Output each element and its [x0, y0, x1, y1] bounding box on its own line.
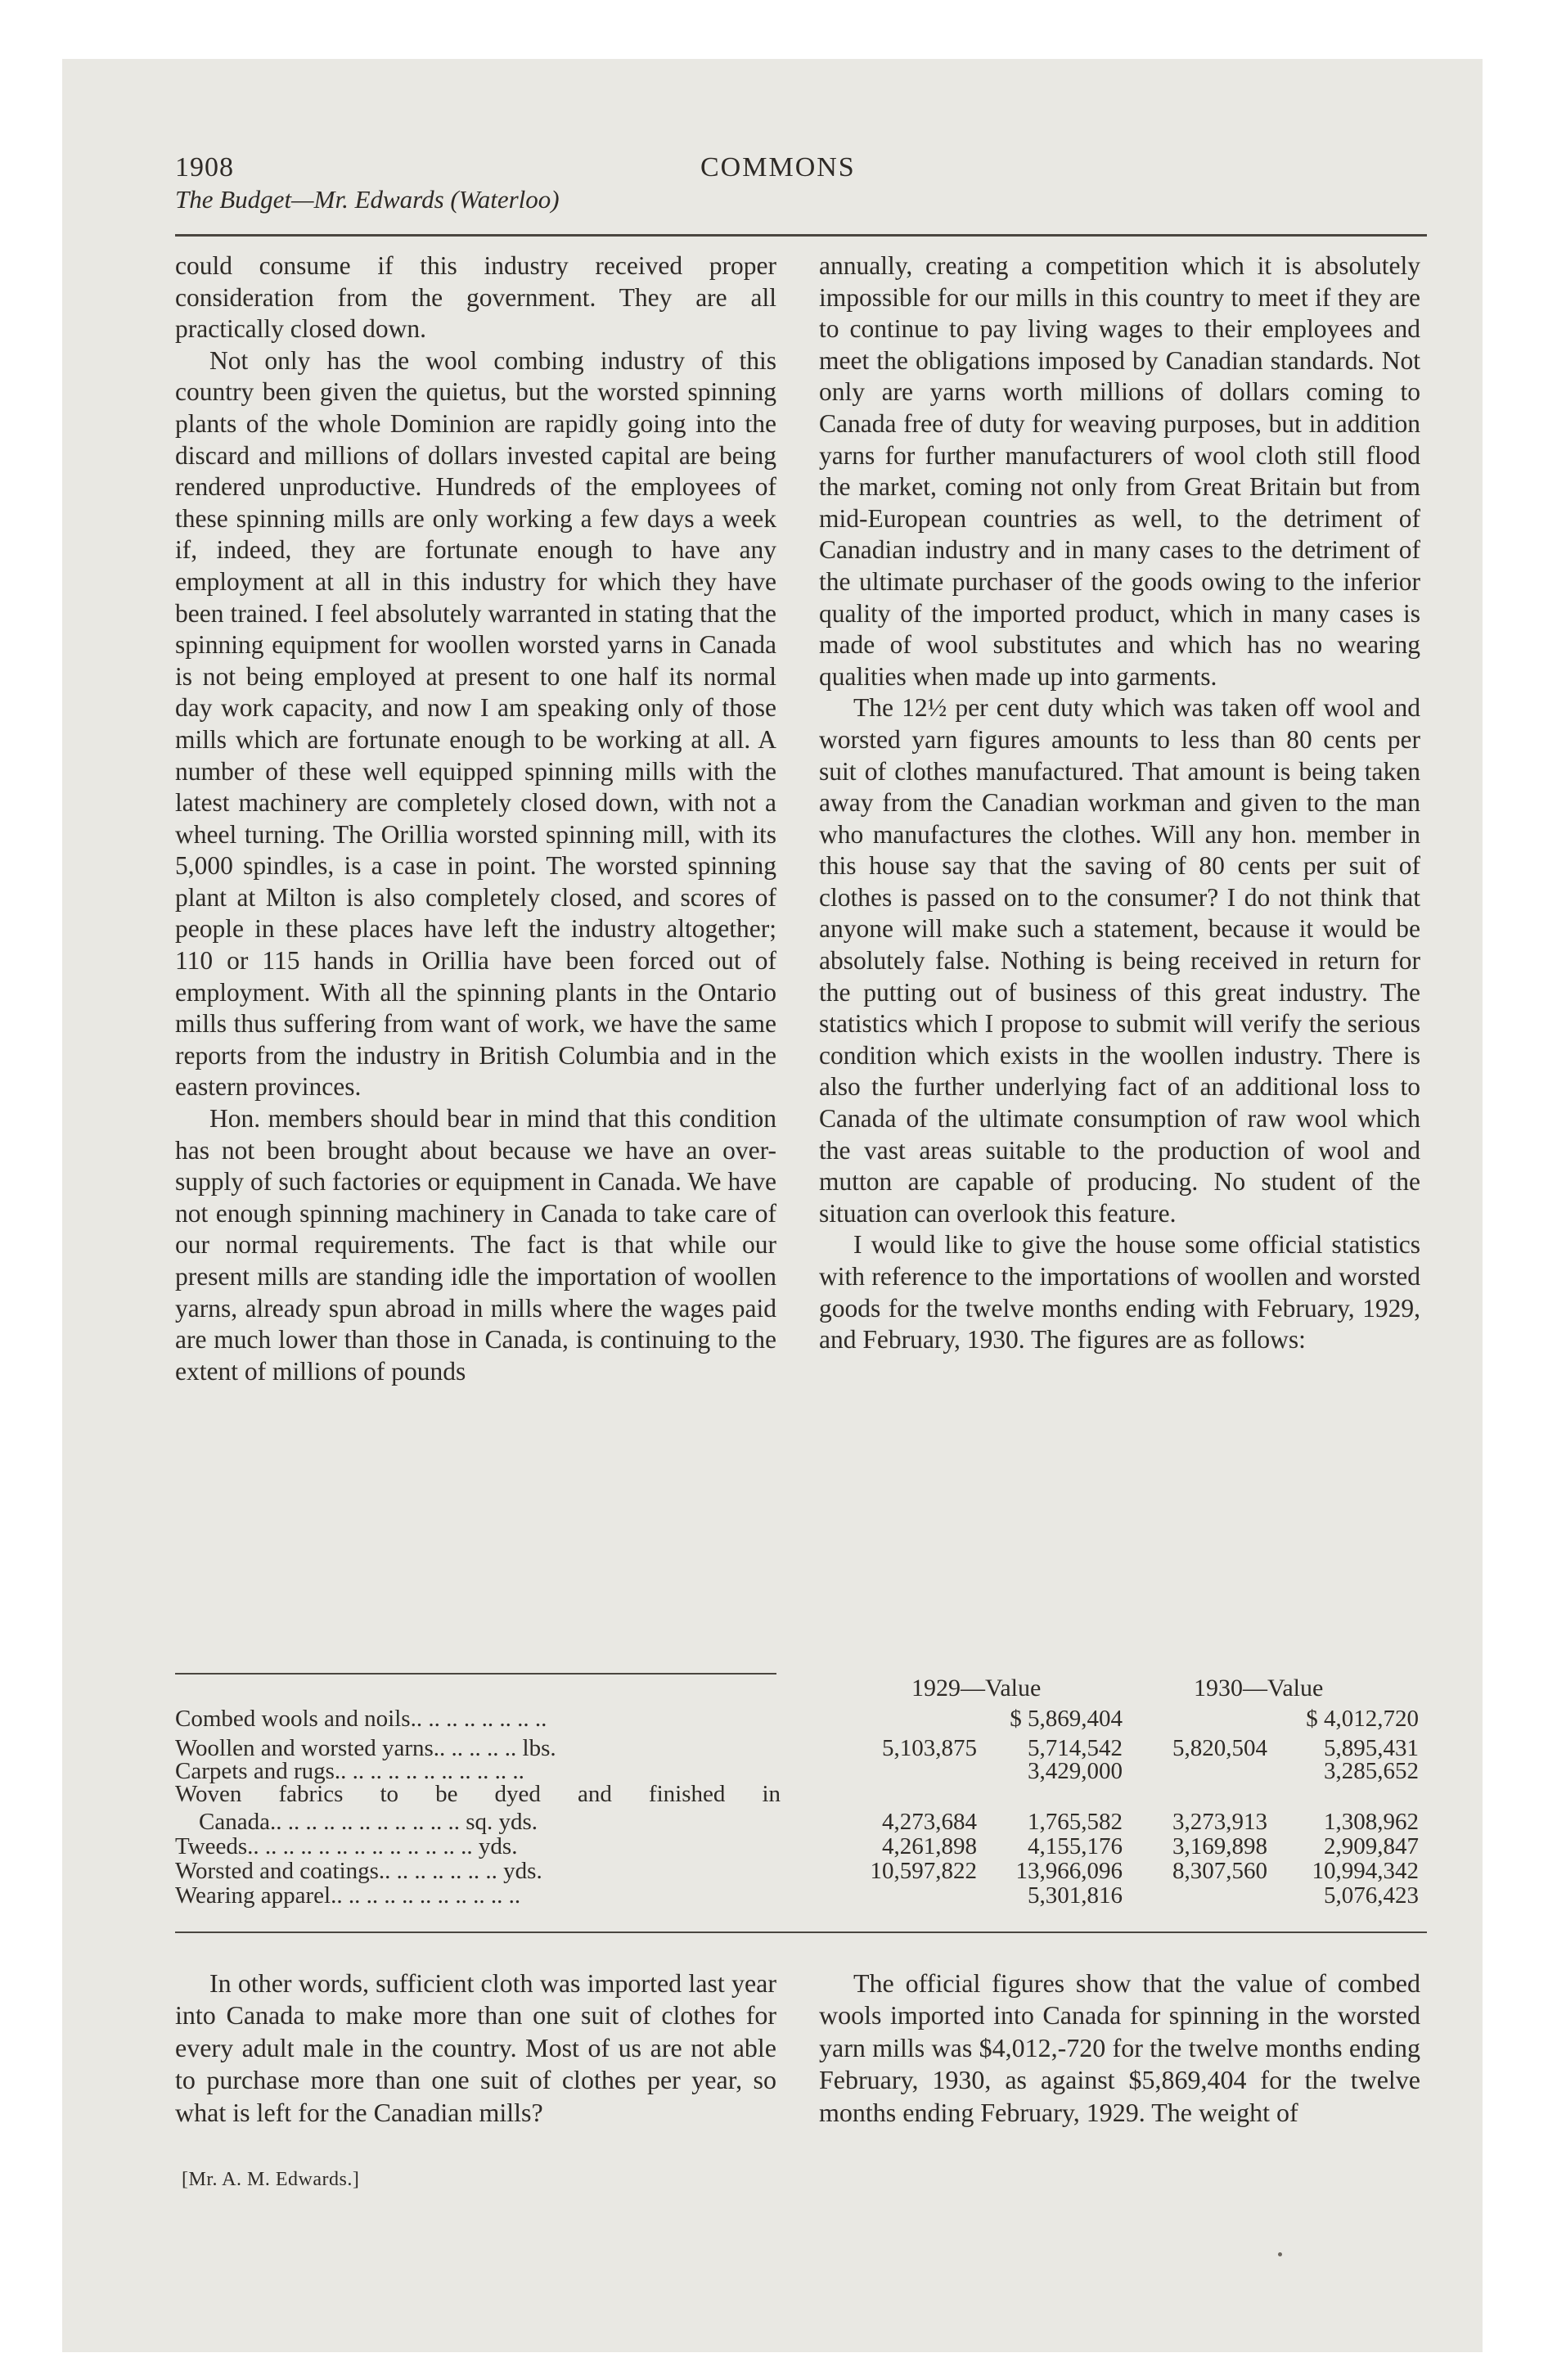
- row-label: Woven fabrics to be dyed and finished in: [175, 1781, 781, 1807]
- row-label: Canada.. .. .. .. .. .. .. .. .. .. .. sq. yds.: [175, 1809, 538, 1835]
- paragraph: I would like to give the house some official statistics with reference to the importations of woollen and worsted goods for the twelve months ending with February, 1929, and February, 1930. The figures are as follows:: [819, 1230, 1420, 1355]
- paragraph: could consume if this industry received proper consideration from the government. They are all practically closed down.: [175, 251, 776, 344]
- paper-speck: [1278, 2252, 1282, 2256]
- value-1930: $ 4,012,720: [1306, 1706, 1419, 1732]
- row-label: Worsted and coatings.. .. .. .. .. .. .. yds.: [175, 1858, 542, 1884]
- value-1929: 4,155,176: [1028, 1833, 1123, 1859]
- paragraph: Not only has the wool combing industry of this country been given the quietus, but the worsted spinning plants of the whole Dominion are rapidly going into the discard and millions of dollars invested capital are being rendered unproductive. Hundreds of the employees of these spinning mills are only working a few days a week if, indeed, they are fortunate enough to have any employment at all in this industry for which they have been trained. I feel absolutely warranted in stating that the spinning equipment for woollen worsted yarns in Canada is not being employed at present to one half its normal day work capacity, and now I am speaking only of those mills which are fortunate enough to be working at all. A number of these well equipped spinning mills with the latest machinery are completely closed down, with not a wheel turning. The Orillia worsted spinning mill, with its 5,000 spindles, is a case in point. The worsted spinning plant at Milton is also completely closed, and scores of people in these places have left the industry altogether; 110 or 115 hands in Orillia have been forced out of employment. With all the spinning plants in the Ontario mills thus suffering from want of work, we have the same reports from the industry in British Columbia and in the eastern provinces.: [175, 345, 776, 1102]
- paragraph: The 12½ per cent duty which was taken off wool and worsted yarn figures amounts to less than 80 cents per suit of clothes manufactured. That amount is being taken away from the Canadian workman and given to the man who manufactures the clothes. Will any hon. member in this house say that the saving of 80 cents per suit of clothes is passed on to the consumer? I do not think that anyone will make such a statement, because it would be absolutely false. Nothing is being received in return for the putting out of business of this great industry. The statistics which I propose to submit will verify the serious condition which exists in the woollen industry. There is also the further underlying fact of an additional loss to Canada of the ultimate consumption of raw wool which the vast areas suitable to the production of wool and mutton are capable of producing. No student of the situation can overlook this feature.: [819, 693, 1420, 1228]
- row-label: Wearing apparel.. .. .. .. .. .. .. .. .. .. ..: [175, 1882, 521, 1909]
- value-1930: 5,076,423: [1324, 1882, 1419, 1909]
- header-1929: 1929—Value: [911, 1675, 1042, 1702]
- value-1930: 2,909,847: [1324, 1833, 1419, 1859]
- value-1929: 3,429,000: [1028, 1758, 1123, 1784]
- value-1930: 5,895,431: [1324, 1735, 1419, 1761]
- quantity-1929: 4,261,898: [882, 1833, 977, 1859]
- row-label: Carpets and rugs.. .. .. .. .. .. .. .. .. .. ..: [175, 1758, 524, 1784]
- paragraph: Hon. members should bear in mind that this condition has not been brought about because we have an over-supply of such factories or equipment in Canada. We have not enough spinning machinery in Canada to take care of our normal requirements. The fact is that while our present mills are standing idle the importation of woollen yarns, already spun abroad in mills where the wages paid are much lower than those in Canada, is continuing to the extent of millions of pounds: [175, 1104, 776, 1386]
- running-subtitle: The Budget—Mr. Edwards (Waterloo): [175, 185, 560, 214]
- header-rule: [175, 234, 1427, 237]
- paragraph: annually, creating a competition which it is absolutely impossible for our mills in this country to meet if they are to continue to pay living wages to their employees and meet the obligations imposed by Canadian standards. Not only are yarns worth millions of dollars coming to Canada free of duty for weaving purposes, but in addition yarns for further manufacturers of wool cloth still flood the market, coming not only from Great Britain but from mid-European countries as well, to the detriment of Canadian industry and in many cases to the detriment of the ultimate purchaser of the goods owing to the inferior quality of the imported product, which in many cases is made of wool substitutes and which has no wearing qualities when made up into garments.: [819, 251, 1420, 691]
- row-label: Tweeds.. .. .. .. .. .. .. .. .. .. .. .. .. yds.: [175, 1833, 518, 1859]
- quantity-1930: 5,820,504: [1172, 1735, 1267, 1761]
- value-1929: 5,301,816: [1028, 1882, 1123, 1909]
- value-1929: 5,714,542: [1028, 1735, 1123, 1761]
- row-label: Combed wools and noils.. .. .. .. .. .. .. ..: [175, 1706, 547, 1732]
- value-1929: $ 5,869,404: [1010, 1706, 1123, 1732]
- quantity-1930: 3,169,898: [1172, 1833, 1267, 1859]
- value-1930: 1,308,962: [1324, 1809, 1419, 1835]
- left-column: [175, 250, 776, 1387]
- right-column: [819, 250, 1420, 1356]
- value-1930: 3,285,652: [1324, 1758, 1419, 1784]
- quantity-1930: 8,307,560: [1172, 1858, 1267, 1884]
- bottom-left-column: [175, 1968, 776, 2129]
- paragraph: The official figures show that the value of combed wools imported into Canada for spinning in the worsted yarn mills was $4,012,-720 for the twelve months ending February, 1930, as against $5,869,404 for the twelve months ending February, 1929. The weight of: [819, 1968, 1420, 2127]
- quantity-1930: 3,273,913: [1172, 1809, 1267, 1835]
- quantity-1929: 10,597,822: [870, 1858, 977, 1884]
- page-title: COMMONS: [700, 152, 856, 183]
- quantity-1929: 5,103,875: [882, 1735, 977, 1761]
- paragraph: In other words, sufficient cloth was imported last year into Canada to make more than one suit of clothes for every adult male in the country. Most of us are not able to purchase more than one suit of clothes per year, so what is left for the Canadian mills?: [175, 1968, 776, 2127]
- header-1930: 1930—Value: [1194, 1675, 1324, 1702]
- bottom-right-column: [819, 1968, 1420, 2129]
- value-1930: 10,994,342: [1312, 1858, 1419, 1884]
- value-1929: 13,966,096: [1015, 1858, 1123, 1884]
- table-bottom-rule: [175, 1931, 1427, 1933]
- speaker-footnote: [Mr. A. M. Edwards.]: [182, 2169, 360, 2190]
- quantity-1929: 4,273,684: [882, 1809, 977, 1835]
- value-1929: 1,765,582: [1028, 1809, 1123, 1835]
- row-label: Woollen and worsted yarns.. .. .. .. .. lbs.: [175, 1735, 556, 1761]
- table-top-rule: [175, 1673, 776, 1675]
- page-number: 1908: [175, 152, 234, 183]
